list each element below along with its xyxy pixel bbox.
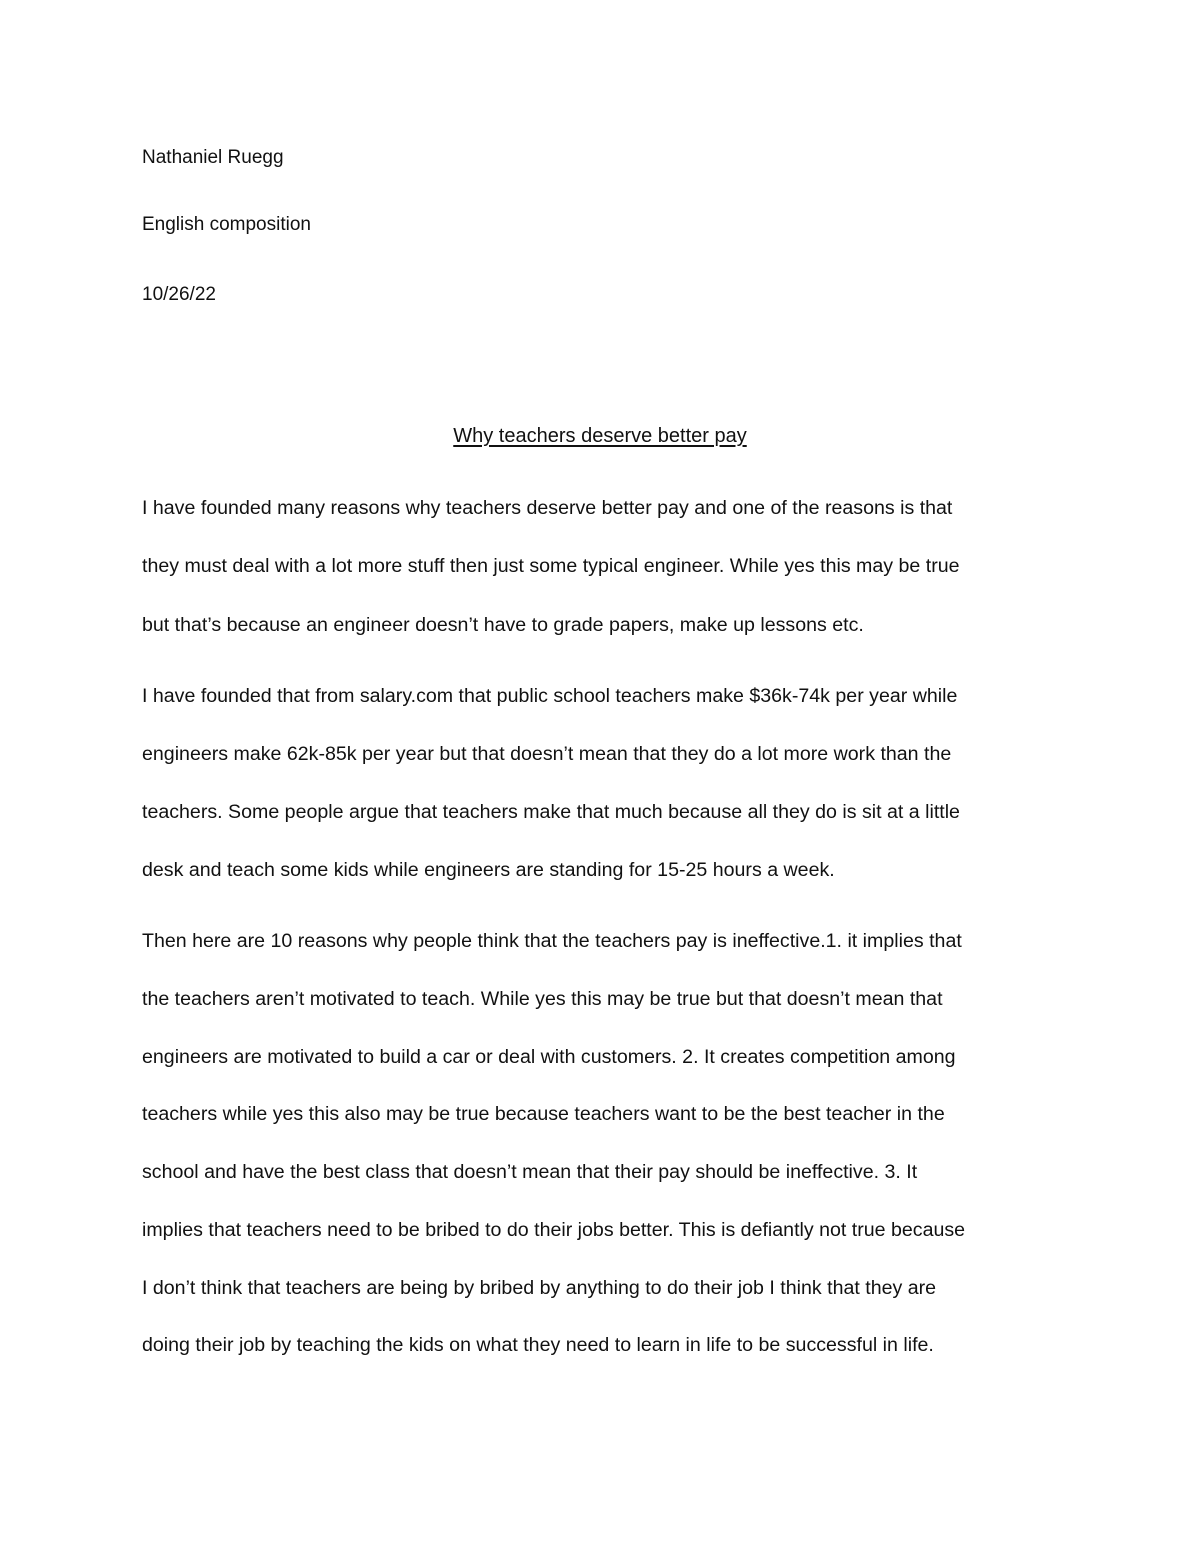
body-line: engineers are motivated to build a car or deal with customers. 2. It creates competition among	[142, 1046, 956, 1068]
author-name: Nathaniel Ruegg	[142, 147, 284, 168]
body-line: implies that teachers need to be bribed to do their jobs better. This is defiantly not true because	[142, 1219, 966, 1241]
essay-title: Why teachers deserve better pay	[453, 425, 747, 447]
body-line: but that’s because an engineer doesn’t have to grade papers, make up lessons etc.	[142, 614, 864, 636]
body-line: teachers while yes this also may be true because teachers want to be the best teacher in the	[142, 1103, 945, 1125]
body-line: doing their job by teaching the kids on what they need to learn in life to be successful in life.	[142, 1334, 934, 1356]
body-line: I don’t think that teachers are being by bribed by anything to do their job I think that they are	[142, 1277, 937, 1299]
body-line: I have founded many reasons why teachers deserve better pay and one of the reasons is that	[142, 497, 953, 519]
body-line: teachers. Some people argue that teachers make that much because all they do is sit at a little	[142, 801, 960, 823]
body-line: the teachers aren’t motivated to teach. While yes this may be true but that doesn’t mean that	[142, 988, 943, 1010]
body-line: they must deal with a lot more stuff then just some typical engineer. While yes this may be true	[142, 555, 960, 577]
body-line: desk and teach some kids while engineers are standing for 15-25 hours a week.	[142, 859, 835, 881]
date-line: 10/26/22	[142, 284, 216, 305]
body-line: engineers make 62k-85k per year but that doesn’t mean that they do a lot more work than the	[142, 743, 952, 765]
course-name: English composition	[142, 214, 311, 235]
body-line: I have founded that from salary.com that public school teachers make $36k-74k per year while	[142, 685, 958, 707]
body-line: school and have the best class that doesn’t mean that their pay should be ineffective. 3. It	[142, 1161, 918, 1183]
body-line: Then here are 10 reasons why people think that the teachers pay is ineffective.1. it implies that	[142, 930, 962, 952]
